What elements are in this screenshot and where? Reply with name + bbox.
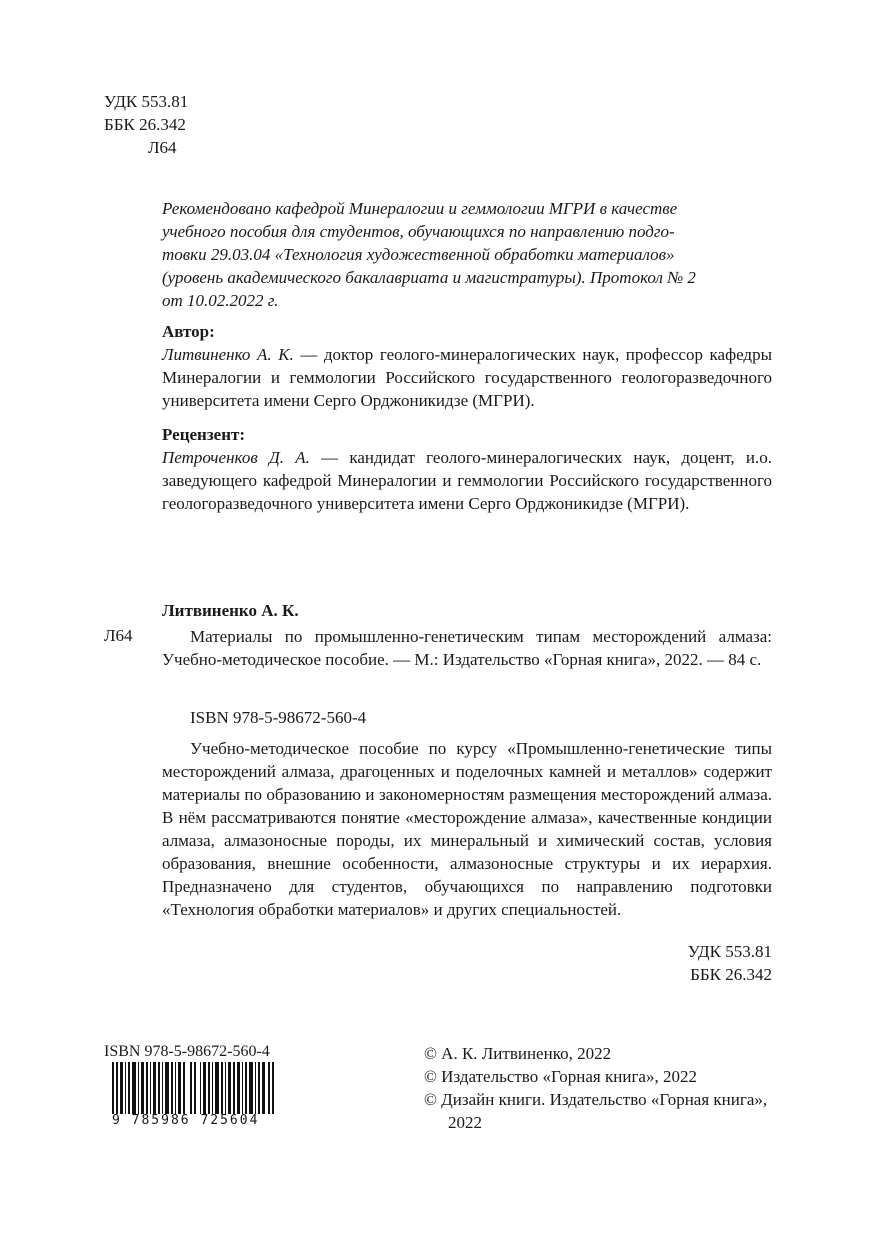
copyright-line: © Дизайн книги. Издательство «Горная книга», 2022 bbox=[424, 1090, 768, 1132]
recommendation-text bbox=[162, 197, 772, 312]
bbk-code: ББК 26.342 bbox=[104, 115, 186, 134]
author-details: — доктор геолого-минералогических наук, профессор кафедры Минералогии и геммологии Российского государственного геологоразведочного университета имени Серго Орджоникидзе (МГРИ). bbox=[162, 345, 772, 410]
top-classification-codes bbox=[104, 90, 188, 159]
copyright-block bbox=[424, 1042, 774, 1134]
copyright-line: © Издательство «Горная книга», 2022 bbox=[424, 1067, 697, 1086]
barcode-isbn-label: ISBN 978-5-98672-560-4 bbox=[104, 1043, 270, 1060]
author-heading: Автор: bbox=[162, 322, 215, 341]
udk-code: УДК 553.81 bbox=[104, 92, 189, 111]
catalog-classification bbox=[600, 940, 772, 986]
author-section bbox=[162, 320, 772, 412]
recommendation-line: Рекомендовано кафедрой Минералогии и геммологии МГРИ в качестве bbox=[162, 199, 678, 218]
catalog-author: Литвиненко А. К. bbox=[162, 601, 299, 620]
reviewer-details: — кандидат геолого-минералогических наук, доцент, и.о. заведующего кафедрой Минералогии и геммологии Российского государственного геологоразведочного университета имени Серго Орджоникидзе (МГРИ). bbox=[162, 448, 772, 513]
recommendation-line: (уровень академического бакалавриата и магистратуры). Протокол № 2 bbox=[162, 268, 696, 287]
catalog-udk: УДК 553.81 bbox=[687, 942, 772, 961]
catalog-author-mark: Л64 bbox=[104, 626, 133, 645]
author-mark: Л64 bbox=[148, 138, 177, 157]
reviewer-heading: Рецензент: bbox=[162, 425, 246, 444]
reviewer-section bbox=[162, 423, 772, 515]
catalog-bbk: ББК 26.342 bbox=[690, 965, 772, 984]
catalog-isbn: ISBN 978-5-98672-560-4 bbox=[190, 708, 367, 727]
reviewer-description bbox=[162, 446, 772, 515]
catalog-abstract: Учебно-методическое пособие по курсу «Промышленно-генетические типы месторождений алмаза, драгоценных и поделочных камней и металлов» содержит материалы по образованию и закономерностям размещения месторождений алмаза. В нём рассматриваются понятие «месторождение алмаза», качественные кондиции алмаза, алмазоносные породы, их минеральный и химический состав, условия образования, внешние особенности, алмазоносные структуры и их иерархия. Предназначено для студентов, обучающихся по направлению подготовки «Технология обработки материалов» и других специальностей. bbox=[162, 739, 772, 919]
barcode-digits: 9 785986 725604 bbox=[112, 1114, 280, 1127]
recommendation-line: учебного пособия для студентов, обучающихся по направлению подго- bbox=[162, 222, 675, 241]
recommendation-line: от 10.02.2022 г. bbox=[162, 291, 279, 310]
copyright-line: © А. К. Литвиненко, 2022 bbox=[424, 1044, 612, 1063]
author-name: Литвиненко А. К. bbox=[162, 345, 294, 364]
recommendation-line: товки 29.03.04 «Технология художественной обработки материалов» bbox=[162, 245, 675, 264]
author-description bbox=[162, 343, 772, 412]
reviewer-name: Петроченков Д. А. bbox=[162, 448, 310, 467]
catalog-description: Материалы по промышленно-генетическим типам месторождений алмаза: Учебно-методическое пособие. — М.: Издательство «Горная книга», 2022. — 84 с. bbox=[162, 627, 772, 669]
